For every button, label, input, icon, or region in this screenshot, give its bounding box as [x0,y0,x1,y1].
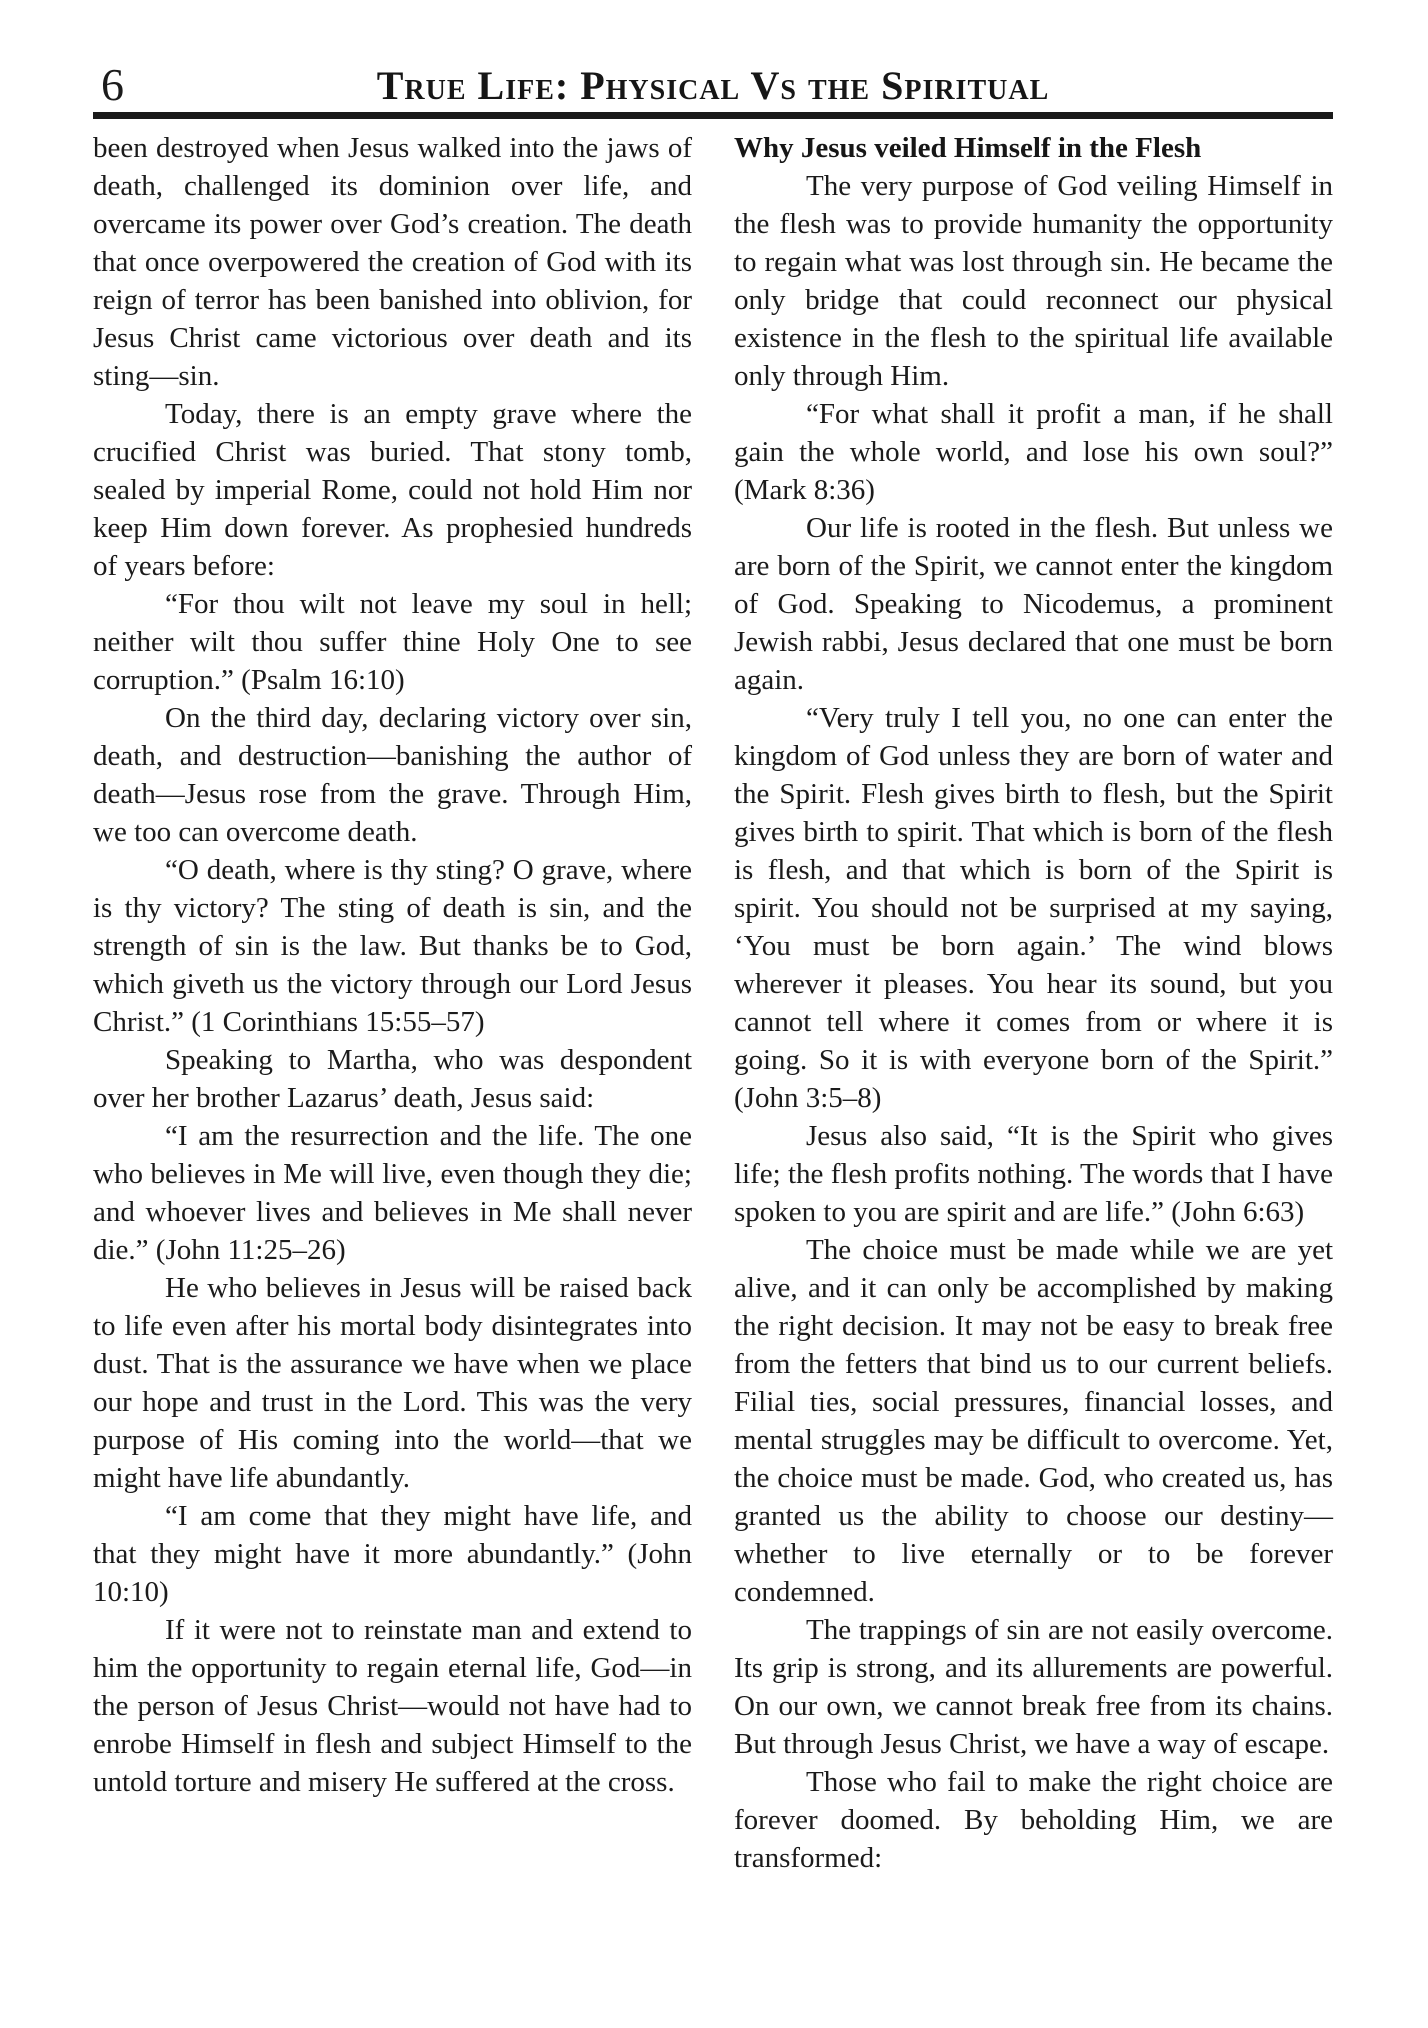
text-columns [93,129,1333,1877]
paragraph: He who believes in Jesus will be raised back to life even after his mortal body disintegrates into dust. That is the assurance we have when we place our hope and trust in the Lord. This was the very purpose of His coming into the world—that we might have life abundantly. [93,1272,692,1494]
paragraph: “I am come that they might have life, and that they might have it more abundantly.” (John 10:10) [93,1500,692,1608]
paragraph: The trappings of sin are not easily overcome. Its grip is strong, and its allurements are powerful. On our own, we cannot break free from its chains. But through Jesus Christ, we have a way of escape. [734,1614,1333,1760]
paragraph: “O death, where is thy sting? O grave, where is thy victory? The sting of death is sin, and the strength of sin is the law. But thanks be to God, which giveth us the victory through our Lord Jesus Christ.” (1 Corinthians 15:55–57) [93,854,692,1038]
paragraph: Our life is rooted in the flesh. But unless we are born of the Spirit, we cannot enter the kingdom of God. Speaking to Nicodemus, a prominent Jewish rabbi, Jesus declared that one must be born again. [734,512,1333,696]
paragraph: “Very truly I tell you, no one can enter the kingdom of God unless they are born of water and the Spirit. Flesh gives birth to flesh, but the Spirit gives birth to spirit. That which is born of the flesh is flesh, and that which is born of the Spirit is spirit. You should not be surprised at my saying, ‘You must be born again.’ The wind blows wherever it pleases. You hear its sound, but you cannot tell where it comes from or where it is going. So it is with everyone born of the Spirit.” (John 3:5–8) [734,702,1333,1114]
left-column [93,129,692,1877]
page-number: 6 [101,59,124,110]
page-title: True Life: Physical Vs the Spiritual [376,63,1050,108]
paragraph: On the third day, declaring victory over sin, death, and destruction—banishing the author of death—Jesus rose from the grave. Through Him, we too can overcome death. [93,702,692,848]
right-column [734,129,1333,1877]
page-header [93,36,1333,110]
paragraph: Those who fail to make the right choice are forever doomed. By beholding Him, we are transformed: [734,1766,1333,1874]
right-column-paragraphs [734,167,1333,1877]
paragraph: The very purpose of God veiling Himself in the flesh was to provide humanity the opportunity to regain what was lost through sin. He became the only bridge that could reconnect our physical existence in the flesh to the spiritual life available only through Him. [734,170,1333,392]
paragraph: Jesus also said, “It is the Spirit who gives life; the flesh profits nothing. The words that I have spoken to you are spirit and are life.” (John 6:63) [734,1120,1333,1228]
paragraph: The choice must be made while we are yet alive, and it can only be accomplished by making the right decision. It may not be easy to break free from the fetters that bind us to our current beliefs. Filial ties, social pressures, financial losses, and mental struggles may be difficult to overcome. Yet, the choice must be made. God, who created us, has granted us the ability to choose our destiny—whether to live eternally or to be forever condemned. [734,1234,1333,1608]
paragraph: “I am the resurrection and the life. The one who believes in Me will live, even though they die; and whoever lives and believes in Me shall never die.” (John 11:25–26) [93,1120,692,1266]
paragraph: been destroyed when Jesus walked into the jaws of death, challenged its dominion over life, and overcame its power over God’s creation. The death that once overpowered the creation of God with its reign of terror has been banished into oblivion, for Jesus Christ came victorious over death and its sting—sin. [93,132,692,392]
paragraph: “For what shall it profit a man, if he shall gain the whole world, and lose his own soul?” (Mark 8:36) [734,398,1333,506]
paragraph: “For thou wilt not leave my soul in hell; neither wilt thou suffer thine Holy One to see corruption.” (Psalm 16:10) [93,588,692,696]
paragraph: Today, there is an empty grave where the crucified Christ was buried. That stony tomb, sealed by imperial Rome, could not hold Him nor keep Him down forever. As prophesied hundreds of years before: [93,398,692,582]
header-rule [93,112,1333,119]
paragraph: Speaking to Martha, who was despondent over her brother Lazarus’ death, Jesus said: [93,1044,692,1114]
paragraph: If it were not to reinstate man and extend to him the opportunity to regain eternal life, God—in the person of Jesus Christ—would not have had to enrobe Himself in flesh and subject Himself to the untold torture and misery He suffered at the cross. [93,1614,692,1798]
section-heading: Why Jesus veiled Himself in the Flesh [734,132,1202,164]
